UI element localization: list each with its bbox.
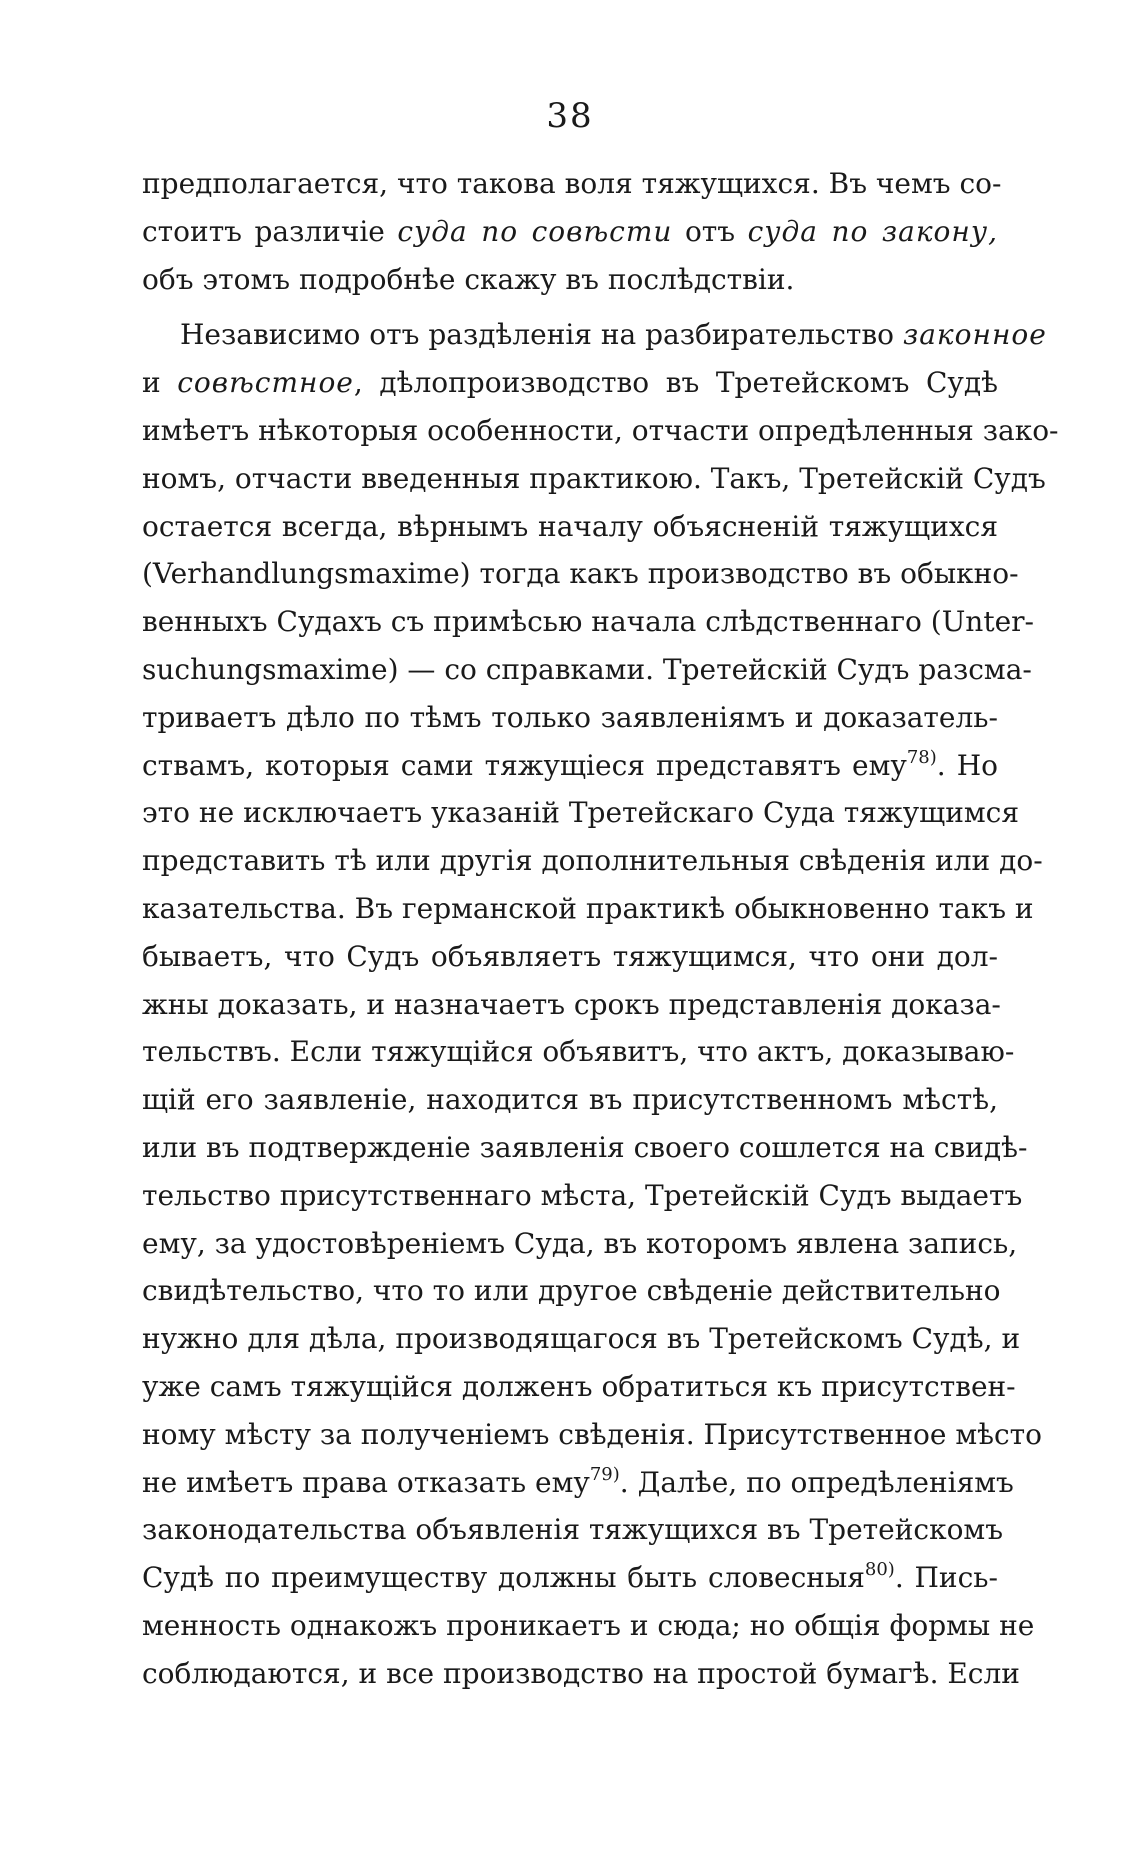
text-line	[142, 1506, 1004, 1554]
text-segment: Судѣ по преимуществу должны быть словесныя	[142, 1561, 865, 1595]
text-segment: ему, за удостовѣреніемъ Суда, въ которомъ явлена запись,	[142, 1226, 1018, 1260]
text-line	[142, 933, 998, 981]
text-segment: соблюдаются, и все производство на простой бумагѣ. Если	[142, 1656, 1020, 1690]
text-segment: уже самъ тяжущійся долженъ обратиться къ присутствен-	[142, 1369, 1016, 1403]
text-segment: объ этомъ подробнѣе скажу въ послѣдствіи.	[142, 262, 795, 296]
text-line	[142, 1411, 1043, 1459]
text-line	[142, 359, 998, 407]
text-line	[142, 1315, 1021, 1363]
text-segment: . Но	[936, 748, 998, 782]
text-line	[142, 1172, 1023, 1220]
text-segment: триваетъ дѣло по тѣмъ только заявленіямъ и доказатель-	[142, 700, 998, 734]
text-line	[142, 789, 1019, 837]
text-line	[142, 694, 998, 742]
text-segment: бываетъ, что Судъ объявляетъ тяжущимся, что они дол-	[142, 939, 998, 973]
text-segment: , дѣлопроизводство въ Третейскомъ Судѣ	[353, 366, 998, 400]
text-line	[142, 1650, 1020, 1698]
text-line	[142, 550, 1019, 598]
text-line	[142, 256, 998, 304]
text-segment: ному мѣсту за полученіемъ свѣденія. Присутственное мѣсто	[142, 1417, 1043, 1451]
text-line	[142, 311, 1047, 359]
text-segment: и	[142, 366, 178, 400]
text-segment: свидѣтельство, что то или другое свѣденіе действительно	[142, 1274, 1001, 1308]
text-segment: менность однакожъ проникаетъ и сюда; но общія формы не	[142, 1608, 1035, 1642]
text-segment: предполагается, что такова воля тяжущихся. Въ чемъ со-	[142, 167, 1002, 200]
text-segment: тельство присутственнаго мѣста, Третейскій Судъ выдаетъ	[142, 1178, 1023, 1212]
text-segment: тельствъ. Если тяжущійся объявитъ, что актъ, доказываю-	[142, 1035, 1015, 1069]
text-line	[142, 646, 1032, 694]
text-segment: нужно для дѣла, производящагося въ Третейскомъ Судѣ, и	[142, 1322, 1021, 1356]
italic-text: законное	[902, 318, 1047, 352]
text-segment: suchungsmaxime) — со справками. Третейскій Судъ разсма-	[142, 652, 1032, 686]
text-segment: или въ подтвержденіе заявленія своего сошлется на свидѣ-	[142, 1130, 1028, 1164]
text-segment: . Пись-	[894, 1561, 998, 1595]
footnote-ref: 78)	[906, 746, 937, 768]
text-segment: имѣетъ нѣкоторыя особенности, отчасти опредѣленныя зако-	[142, 413, 1059, 447]
text-line	[142, 1028, 1015, 1076]
italic-text: суда по совѣсти	[397, 214, 673, 248]
text-segment: отъ	[672, 214, 748, 248]
text-line	[142, 1363, 1016, 1411]
text-line	[142, 1124, 1028, 1172]
text-segment: номъ, отчасти введенныя практикою. Такъ, Третейскій Судъ	[142, 461, 1046, 495]
text-line	[142, 1602, 1035, 1650]
text-segment: стоитъ различіе	[142, 214, 398, 248]
text-line	[142, 503, 998, 551]
italic-text: суда по закону,	[747, 214, 998, 248]
italic-text: совѣстное	[177, 366, 354, 400]
text-line	[142, 742, 998, 790]
paragraph-gap	[142, 303, 998, 311]
text-segment: жны доказать, и назначаетъ срокъ представленія доказа-	[142, 987, 1001, 1021]
text-segment: ствамъ, которыя сами тяжущіеся представятъ ему	[142, 748, 907, 782]
text-segment: (Verhandlungsmaxime) тогда какъ производство въ обыкно-	[142, 557, 1019, 591]
text-segment: не имѣетъ права отказать ему	[142, 1465, 590, 1499]
text-line	[142, 1554, 998, 1602]
text-line	[142, 598, 1035, 646]
text-line	[142, 208, 998, 256]
text-segment: Независимо отъ раздѣленія на разбирательство	[180, 318, 903, 352]
text-segment: представить тѣ или другія дополнительныя свѣденія или до-	[142, 844, 1043, 878]
text-segment: казательства. Въ германской практикѣ обыкновенно такъ и	[142, 891, 1034, 925]
text-line	[142, 455, 1046, 503]
text-line	[142, 407, 1059, 455]
text-segment: законодательства объявленія тяжущихся въ Третейскомъ	[142, 1513, 1004, 1547]
text-segment: венныхъ Судахъ съ примѣсью начала слѣдственнаго (Unter-	[142, 605, 1035, 639]
text-segment: щій его заявленіе, находится въ присутственномъ мѣстѣ,	[142, 1083, 998, 1117]
text-line	[142, 1076, 998, 1124]
text-line	[142, 837, 1043, 885]
text-line	[142, 1220, 1018, 1268]
text-line	[142, 1459, 1014, 1507]
text-segment: это не исключаетъ указаній Третейскаго Суда тяжущимся	[142, 796, 1019, 830]
body-text	[142, 160, 1059, 1698]
page-number: 38	[546, 96, 594, 136]
text-line	[142, 981, 1001, 1029]
footnote-ref: 79)	[589, 1463, 620, 1485]
text-line	[142, 160, 1002, 208]
footnote-ref: 80)	[864, 1559, 895, 1581]
text-line	[142, 885, 1034, 933]
text-segment: . Далѣе, по опредѣленіямъ	[619, 1465, 1014, 1499]
text-line	[142, 1267, 1001, 1315]
text-segment: остается всегда, вѣрнымъ началу объясненій тяжущихся	[142, 509, 998, 543]
